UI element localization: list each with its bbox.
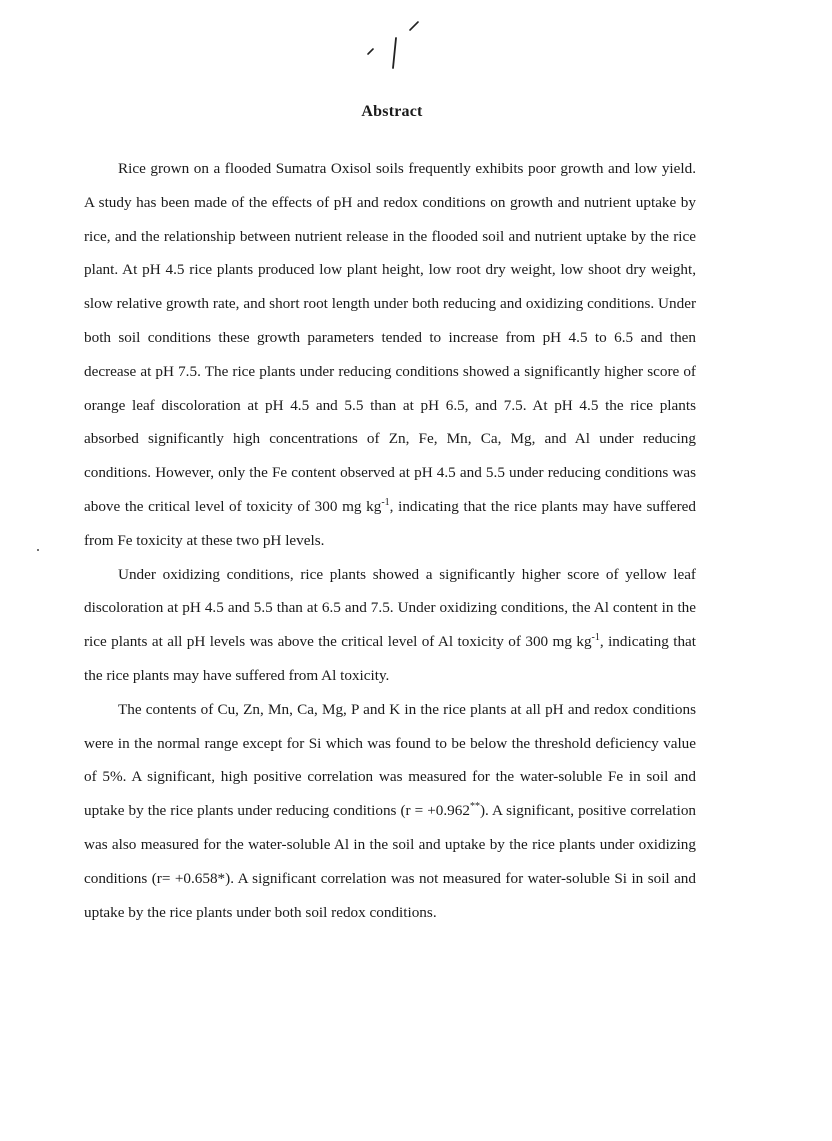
paragraph-text: ). A significant, positive correlation was also measured for the water-soluble Al in the soil and uptake by the rice plants under oxidizing conditions (r= +0.658*). A significant correlation was not measured for water-soluble Si in soil and uptake by the rice plants under both soil redox conditions. — [84, 802, 697, 921]
abstract-paragraph — [84, 693, 696, 930]
handwritten-page-number-mark — [360, 18, 430, 78]
abstract-paragraph — [84, 558, 696, 693]
handwritten-page-number — [360, 18, 430, 78]
abstract-paragraph — [84, 152, 696, 558]
scan-speck — [37, 549, 39, 551]
paragraph-text: Rice grown on a flooded Sumatra Oxisol soils frequently exhibits poor growth and low yield. A study has been made of the effects of pH and redox conditions on growth and nutrient uptake by rice, and the relationship between nutrient release in the flooded soil and nutrient uptake by the rice plant. At pH 4.5 rice plants produced low plant height, low root dry weight, low shoot dry weight, slow relative growth rate, and short root length under both reducing and oxidizing conditions. Under both soil conditions these growth parameters tended to increase from pH 4.5 to 6.5 and then decrease at pH 7.5. The rice plants under reducing conditions showed a significantly higher score of orange leaf discoloration at pH 4.5 and 5.5 than at pH 6.5, and 7.5. At pH 4.5 the rice plants absorbed significantly high concentrations of Zn, Fe, Mn, Ca, Mg, and Al under reducing conditions. However, only the Fe content observed at pH 4.5 and 5.5 under reducing conditions was above the critical level of toxicity of 300 mg kg — [84, 160, 696, 515]
paragraph-text: , indicating that the rice plants may have suffered from Fe toxicity at these two pH levels. — [84, 497, 696, 549]
paragraph-text: , indicating that the rice plants may have suffered from Al toxicity. — [84, 633, 697, 684]
abstract-title: Abstract — [361, 103, 423, 120]
paragraph-text: Under oxidizing conditions, rice plants showed a significantly higher score of yellow leaf discoloration at pH 4.5 and 5.5 than at 6.5 and 7.5. Under oxidizing conditions, the Al content in the rice plants at all pH levels was above the critical level of Al toxicity of 300 mg kg — [84, 565, 696, 651]
abstract-body — [84, 152, 696, 929]
paragraph-text: The contents of Cu, Zn, Mn, Ca, Mg, P and K in the rice plants at all pH and redox conditions were in the normal range except for Si which was found to be below the threshold deficiency value of 5%. A significant, high positive correlation was measured for the water-soluble Fe in soil and uptake by the rice plants under reducing conditions (r = +0.962 — [84, 700, 696, 820]
superscript: -1 — [591, 632, 600, 644]
superscript: -1 — [381, 496, 390, 508]
superscript: ** — [469, 801, 480, 813]
